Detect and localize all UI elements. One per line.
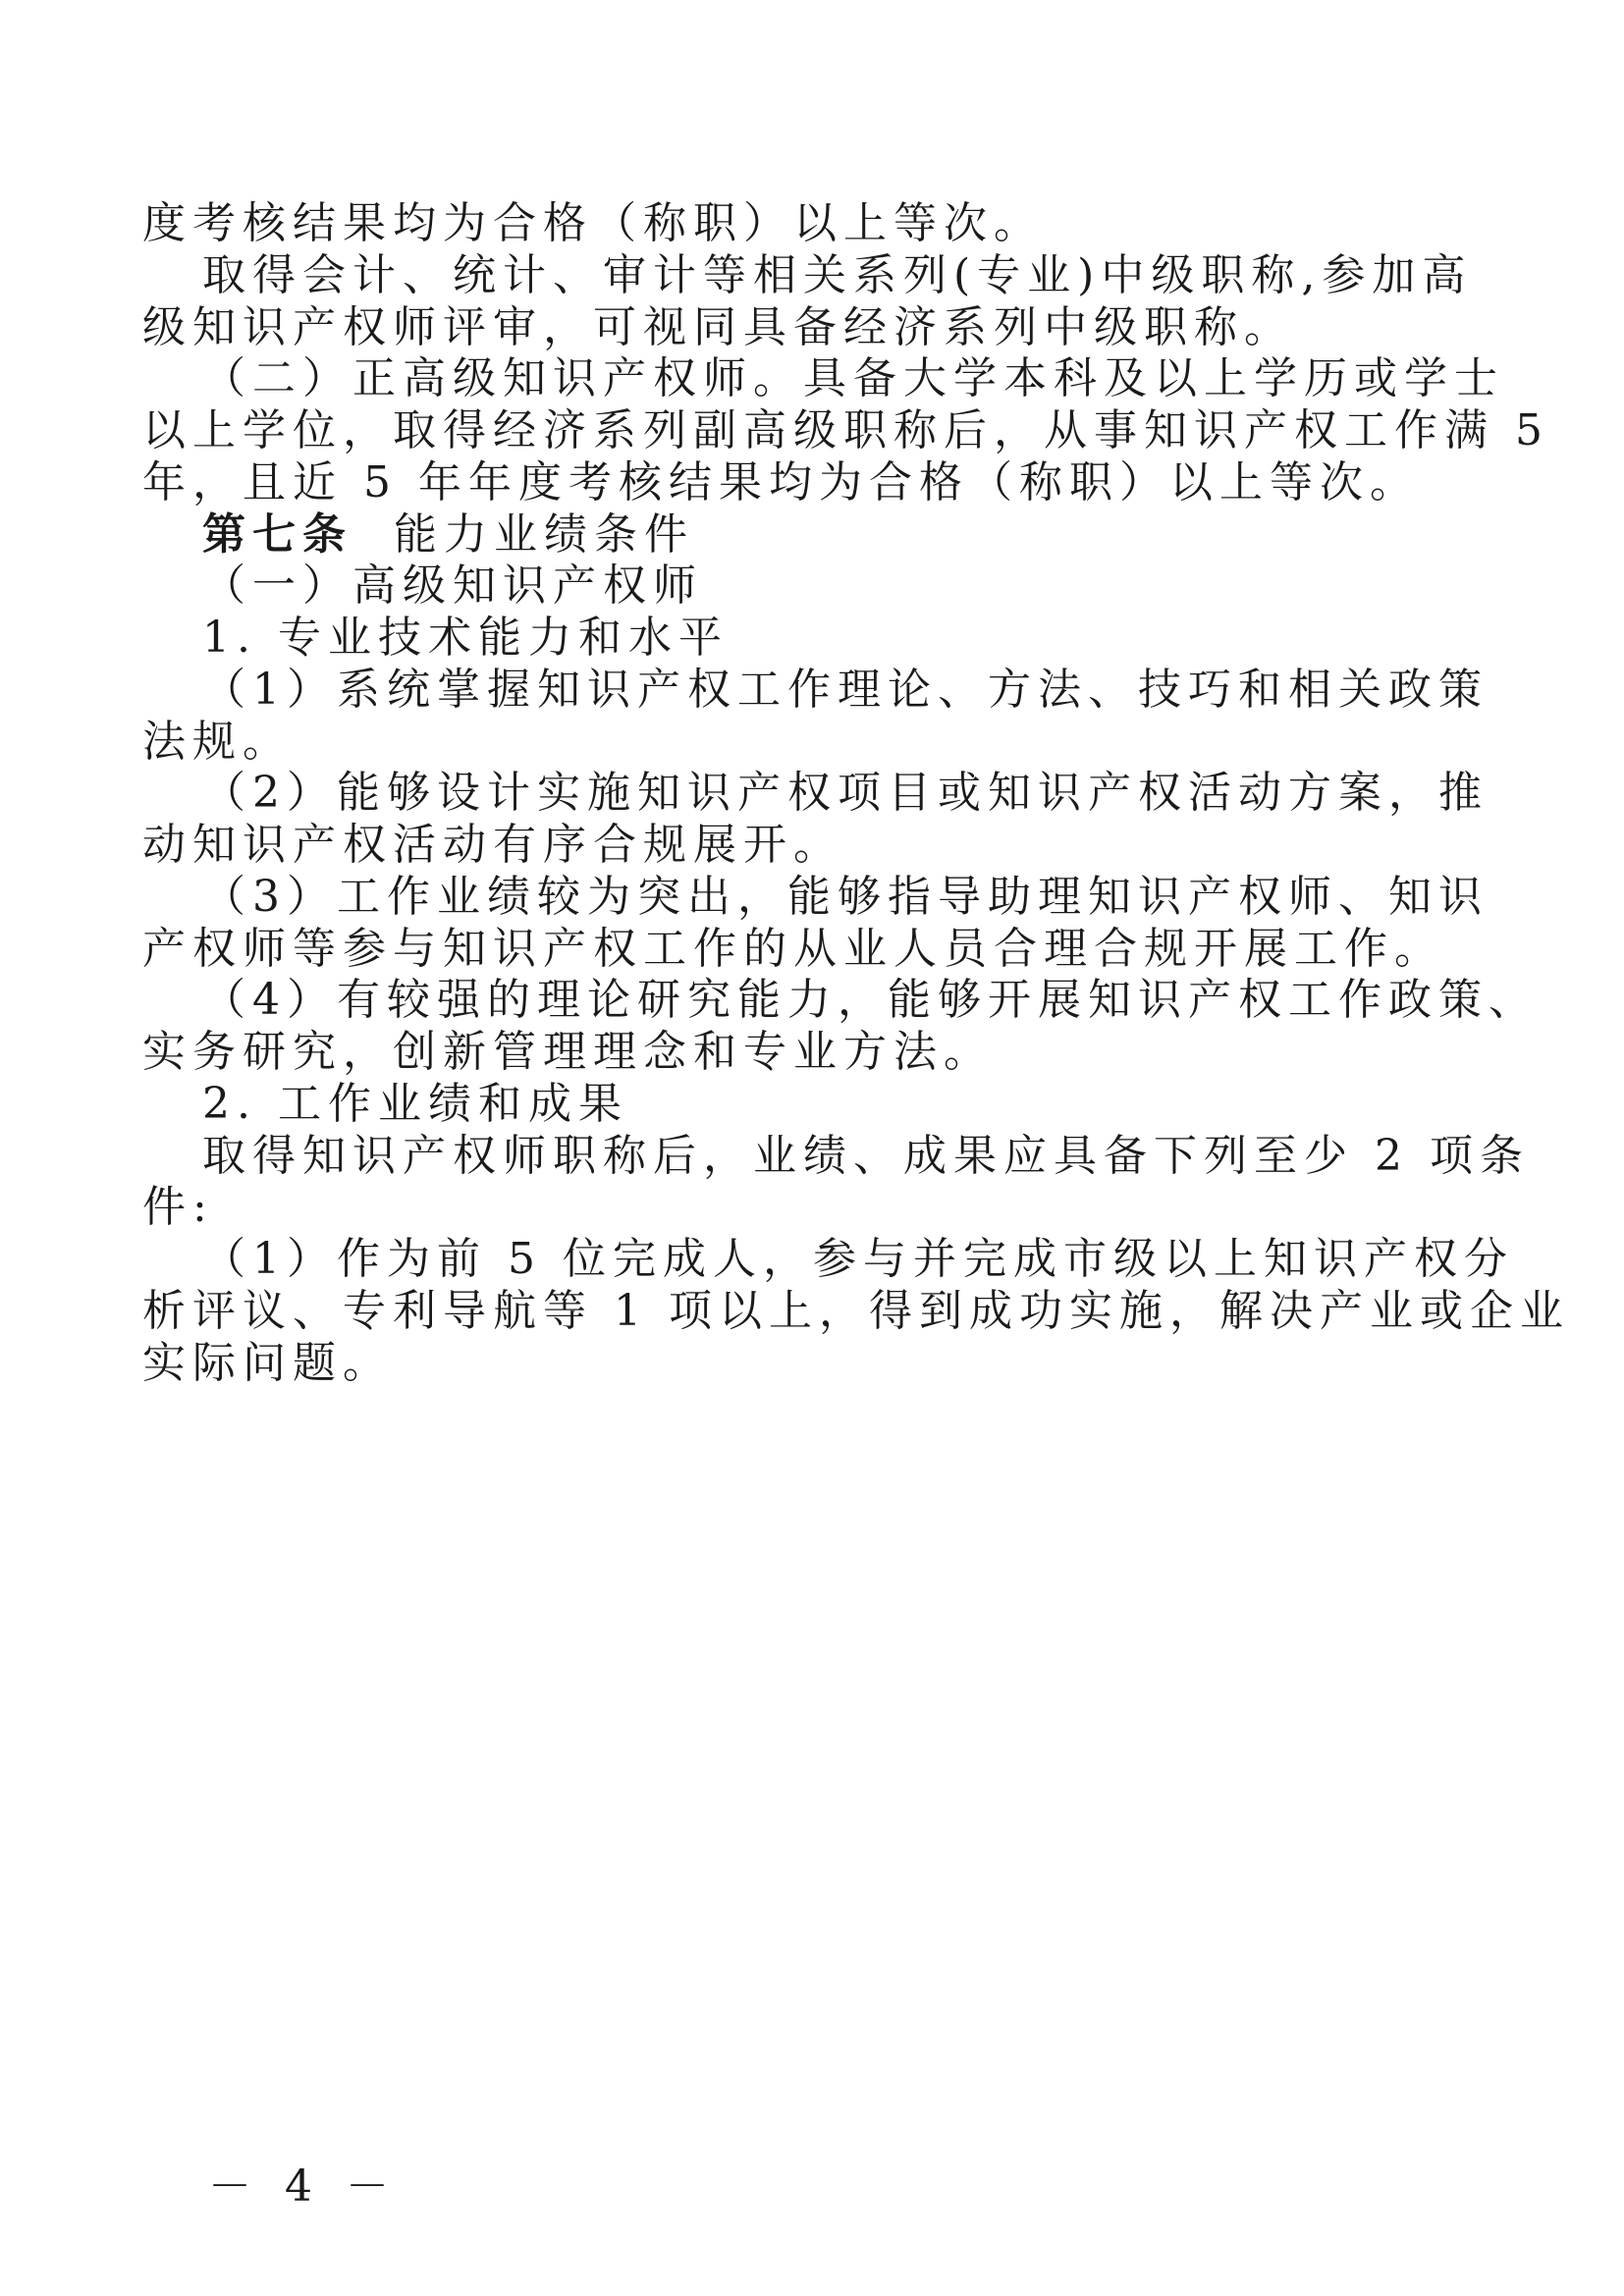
line-text: （1）系统掌握知识产权工作理论、方法、技巧和相关政策 — [202, 664, 1489, 715]
text-line — [202, 664, 1489, 715]
text-line — [202, 768, 1489, 819]
page-number: － 4 － — [208, 2162, 399, 2212]
text-line — [142, 301, 1294, 352]
text-line — [142, 1027, 994, 1077]
text-line — [142, 456, 1420, 507]
line-text: 析评议、专利导航等 1 项以上，得到成功实施，解决产业或企业 — [142, 1285, 1570, 1336]
line-text: 件: — [142, 1182, 214, 1233]
text-line — [202, 871, 1489, 922]
text-line — [142, 923, 1444, 974]
text-line — [142, 198, 1044, 248]
line-text: 年，且近 5 年年度考核结果均为合格（称职）以上等次。 — [142, 456, 1420, 507]
text-line — [142, 820, 843, 870]
line-text: 能力业绩条件 — [393, 508, 694, 560]
line-text: （1）作为前 5 位完成人，参与并完成市级以上知识产权分 — [202, 1234, 1514, 1284]
line-text: 取得知识产权师职称后，业绩、成果应具备下列至少 2 项条 — [202, 1130, 1530, 1181]
text-line — [142, 716, 293, 767]
text-line — [202, 1078, 628, 1129]
text-line — [202, 975, 1539, 1026]
line-text: （一）高级知识产权师 — [202, 561, 703, 612]
text-line — [142, 1182, 214, 1233]
text-line — [202, 1234, 1514, 1284]
text-line — [202, 249, 1473, 300]
line-text: 级知识产权师评审，可视同具备经济系列中级职称。 — [142, 301, 1294, 352]
line-text: 动知识产权活动有序合规展开。 — [142, 820, 843, 870]
line-text: 法规。 — [142, 716, 293, 767]
article-heading: 第七条 — [202, 508, 352, 560]
line-text: （3）工作业绩较为突出，能够指导助理知识产权师、知识 — [202, 871, 1489, 922]
text-line — [202, 1130, 1530, 1181]
line-text: 产权师等参与知识产权工作的从业人员合理合规开展工作。 — [142, 923, 1444, 974]
text-line — [202, 561, 703, 612]
line-text: 取得会计、统计、审计等相关系列(专业)中级职称,参加高 — [202, 249, 1473, 300]
line-text: 1. 专业技术能力和水平 — [202, 613, 729, 663]
text-line — [142, 405, 1549, 455]
line-text: 实际问题。 — [142, 1337, 393, 1388]
line-text: 度考核结果均为合格（称职）以上等次。 — [142, 198, 1044, 248]
line-text: （二）正高级知识产权师。具备大学本科及以上学历或学士 — [202, 353, 1504, 404]
text-line — [142, 1337, 393, 1388]
line-text: （2）能够设计实施知识产权项目或知识产权活动方案，推 — [202, 768, 1489, 819]
line-text: 以上学位，取得经济系列副高级职称后，从事知识产权工作满 5 — [142, 405, 1549, 455]
line-text: 实务研究，创新管理理念和专业方法。 — [142, 1027, 994, 1077]
text-line — [202, 613, 729, 663]
text-line — [202, 353, 1504, 404]
line-text: 2. 工作业绩和成果 — [202, 1078, 628, 1129]
text-line — [142, 1285, 1570, 1336]
line-text: （4）有较强的理论研究能力，能够开展知识产权工作政策、 — [202, 975, 1539, 1026]
text-line — [202, 508, 694, 560]
